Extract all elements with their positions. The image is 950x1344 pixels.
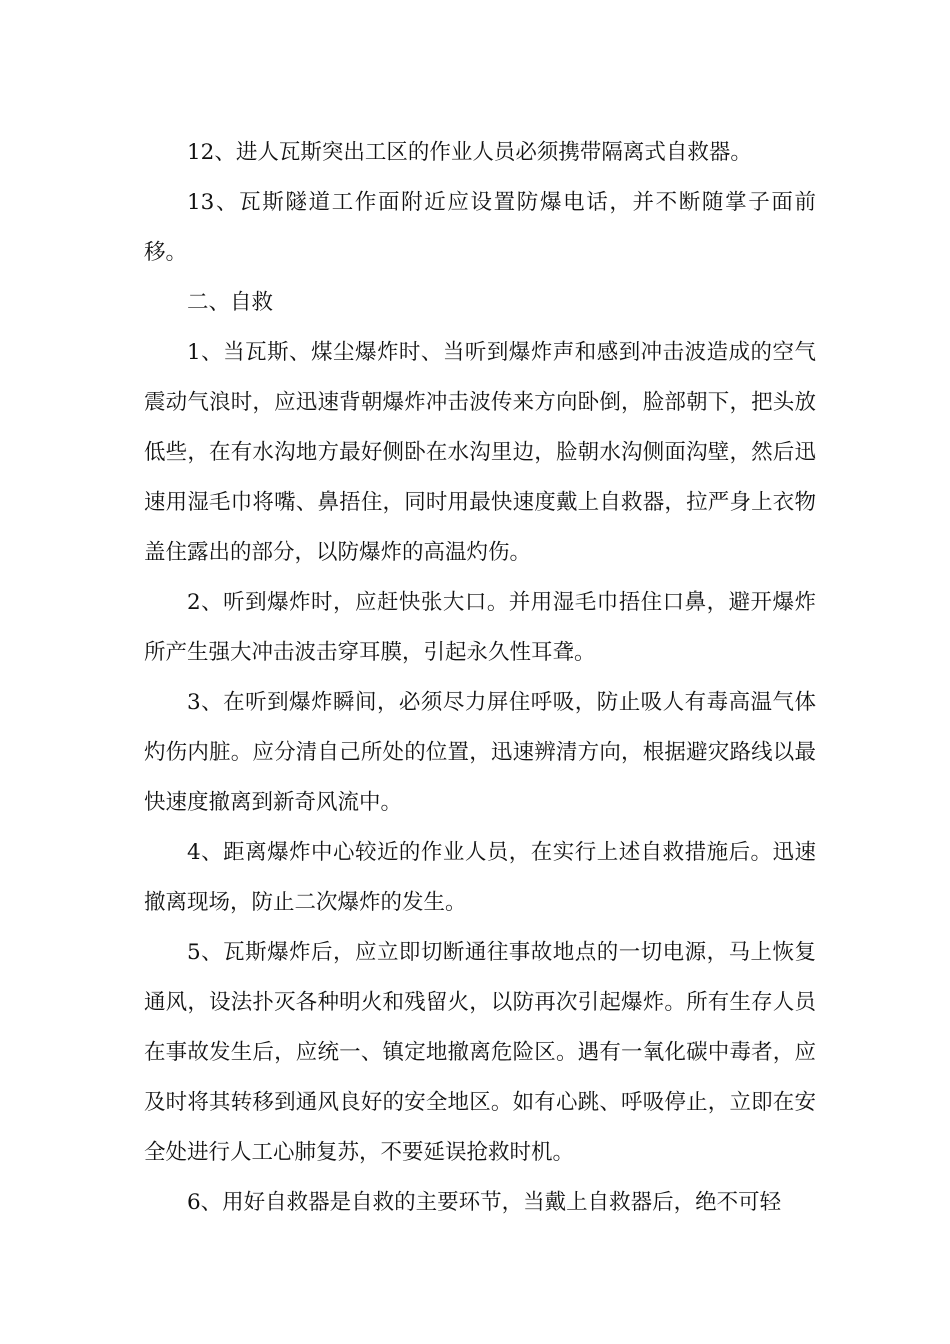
paragraph-item-4: 4、距离爆炸中心较近的作业人员，在实行上述自救措施后。迅速撤离现场，防止二次爆炸的发生。 bbox=[144, 840, 816, 915]
paragraph-item-1: 1、当瓦斯、煤尘爆炸时、当听到爆炸声和感到冲击波造成的空气震动气浪时，应迅速背朝爆炸冲击波传来方向卧倒，脸部朝下，把头放低些，在有水沟地方最好侧卧在水沟里边，脸朝水沟侧面沟壁，然后迅速用湿毛巾将嘴、鼻捂住，同时用最快速度戴上自救器，拉严身上衣物盖住露出的部分，以防爆炸的高温灼伤。 bbox=[144, 340, 816, 565]
paragraph-item-6: 6、用好自救器是自救的主要环节，当戴上自救器后，绝不可轻 bbox=[187, 1190, 782, 1215]
paragraph-item-3: 3、在听到爆炸瞬间，必须尽力屏住呼吸，防止吸人有毒高温气体灼伤内脏。应分清自己所处的位置，迅速辨清方向，根据避灾路线以最快速度撤离到新奇风流中。 bbox=[144, 690, 816, 815]
paragraph-item-13: 13、瓦斯隧道工作面附近应设置防爆电话，并不断随掌子面前移。 bbox=[144, 190, 816, 265]
document-body bbox=[144, 128, 816, 1228]
paragraph-item-5: 5、瓦斯爆炸后，应立即切断通往事故地点的一切电源，马上恢复通风，设法扑灭各种明火和残留火，以防再次引起爆炸。所有生存人员在事故发生后，应统一、镇定地撤离危险区。遇有一氧化碳中毒者，应及时将其转移到通风良好的安全地区。如有心跳、呼吸停止，立即在安全处进行人工心肺复苏，不要延误抢救时机。 bbox=[144, 940, 816, 1165]
section-heading-self-rescue: 二、自救 bbox=[187, 290, 274, 315]
paragraph-item-2: 2、听到爆炸时，应赶快张大口。并用湿毛巾捂住口鼻，避开爆炸所产生强大冲击波击穿耳膜，引起永久性耳聋。 bbox=[144, 590, 816, 665]
paragraph-item-12: 12、进人瓦斯突出工区的作业人员必须携带隔离式自救器。 bbox=[187, 140, 752, 165]
